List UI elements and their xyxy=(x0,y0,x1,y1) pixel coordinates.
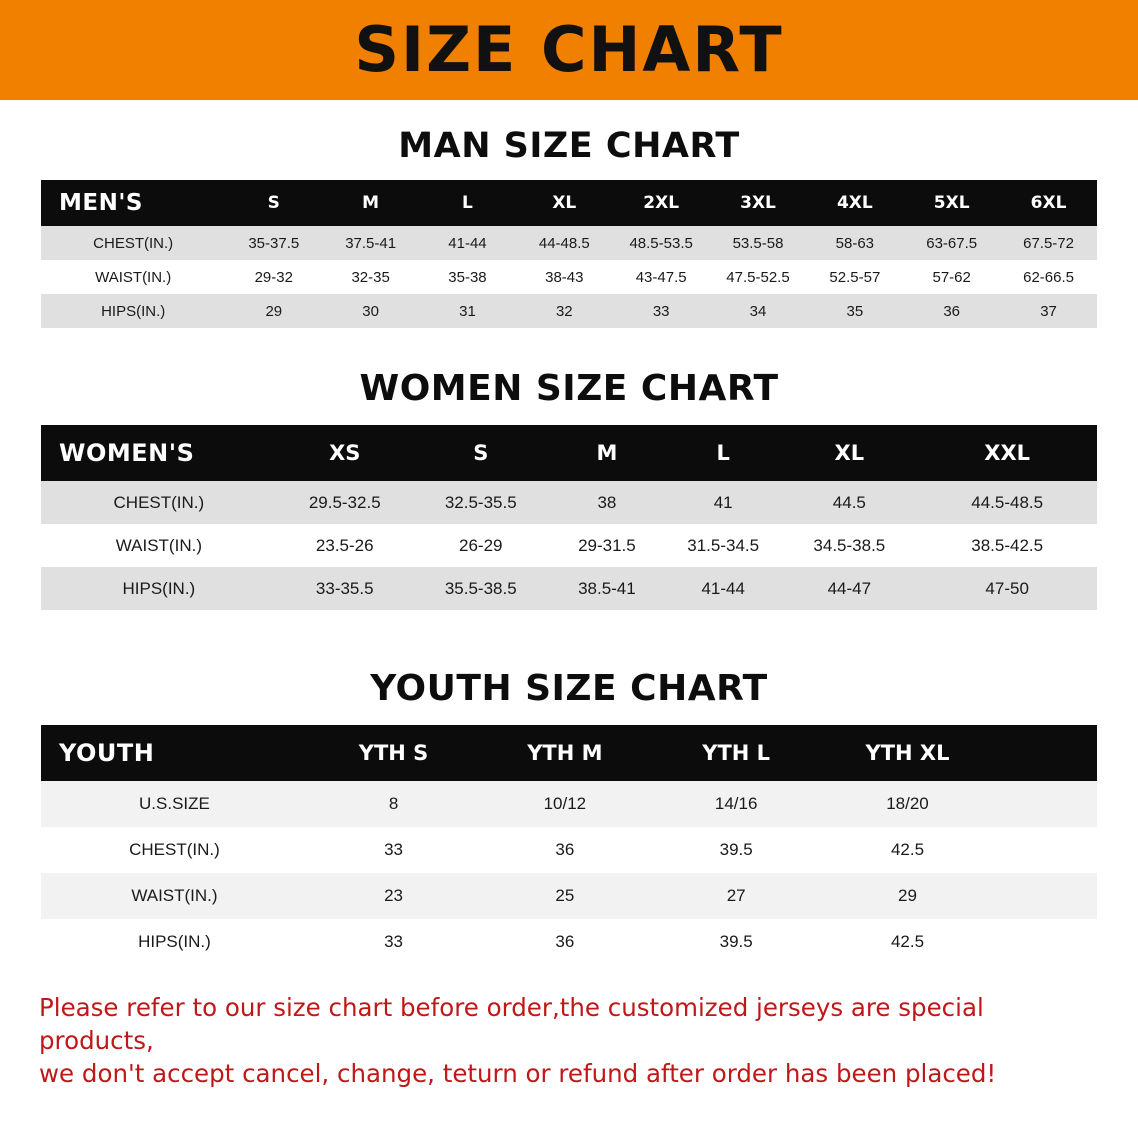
man-waist-l: 35-38 xyxy=(448,268,487,286)
man-section-heading: MAN SIZE CHART xyxy=(398,126,740,166)
table-row xyxy=(41,260,1097,294)
man-col-2xl: 2XL xyxy=(643,193,680,213)
youth-chest-s: 33 xyxy=(384,840,403,859)
youth-ussize-l: 14/16 xyxy=(714,794,758,813)
man-col-m: M xyxy=(362,193,380,213)
man-waist-s: 29-32 xyxy=(254,268,293,286)
youth-waist-l: 27 xyxy=(726,886,746,905)
man-chest-6xl: 67.5-72 xyxy=(1023,234,1074,252)
man-waist-2xl: 43-47.5 xyxy=(635,268,687,286)
youth-row-hips-label: HIPS(IN.) xyxy=(138,932,211,951)
table-row xyxy=(41,919,1097,965)
women-col-l: L xyxy=(716,441,730,465)
man-hips-l: 31 xyxy=(459,302,476,320)
man-waist-3xl: 47.5-52.5 xyxy=(726,268,790,286)
man-hips-s: 29 xyxy=(265,302,283,320)
youth-hips-spacer xyxy=(993,919,1097,965)
women-chest-xl: 44.5 xyxy=(832,492,866,512)
page-title: SIZE CHART xyxy=(354,13,784,86)
man-col-4xl: 4XL xyxy=(836,193,873,213)
youth-col-s: YTH S xyxy=(358,741,429,765)
youth-hips-l: 39.5 xyxy=(719,932,753,951)
man-col-5xl: 5XL xyxy=(933,193,970,213)
youth-chest-l: 39.5 xyxy=(719,840,753,859)
man-col-xl: XL xyxy=(552,193,577,213)
youth-hips-xl: 42.5 xyxy=(890,932,925,951)
table-row xyxy=(41,873,1097,919)
table-row xyxy=(41,827,1097,873)
man-hips-6xl: 37 xyxy=(1040,302,1057,320)
women-waist-xl: 34.5-38.5 xyxy=(813,535,886,555)
women-header-row xyxy=(41,425,1097,481)
women-header-label: WOMEN'S xyxy=(59,439,195,467)
women-waist-m: 29-31.5 xyxy=(578,535,636,555)
women-hips-l: 41-44 xyxy=(701,578,745,598)
banner xyxy=(0,0,1138,100)
man-col-l: L xyxy=(462,193,473,213)
women-col-xxl: XXL xyxy=(984,441,1031,465)
table-row xyxy=(41,524,1097,567)
youth-hips-s: 33 xyxy=(384,932,403,951)
man-chest-2xl: 48.5-53.5 xyxy=(629,234,693,252)
youth-size-table xyxy=(41,725,1097,965)
youth-waist-s: 23 xyxy=(384,886,403,905)
man-waist-xl: 38-43 xyxy=(545,268,584,286)
order-policy-notice xyxy=(39,991,1099,1090)
women-col-xl: XL xyxy=(834,441,865,465)
man-waist-4xl: 52.5-57 xyxy=(829,268,881,286)
youth-row-chest-label: CHEST(IN.) xyxy=(129,840,220,859)
women-chest-xxl: 44.5-48.5 xyxy=(971,492,1044,512)
women-table-wrapper xyxy=(41,425,1097,610)
youth-table-head xyxy=(41,725,1097,781)
man-header-label: MEN'S xyxy=(59,190,143,216)
table-row xyxy=(41,481,1097,524)
women-waist-xs: 23.5-26 xyxy=(315,535,374,555)
youth-table-wrapper xyxy=(41,725,1097,965)
youth-col-spacer xyxy=(993,725,1097,781)
women-table-head xyxy=(41,425,1097,481)
women-hips-xxl: 47-50 xyxy=(985,578,1029,598)
women-hips-s: 35.5-38.5 xyxy=(444,578,517,598)
women-col-xs: XS xyxy=(329,441,361,465)
women-row-chest-label: CHEST(IN.) xyxy=(113,492,205,512)
notice-line-2: we don't accept cancel, change, teturn or refund after order has been placed! xyxy=(39,1059,997,1089)
table-row xyxy=(41,294,1097,328)
women-table-body xyxy=(41,481,1097,610)
table-row xyxy=(41,781,1097,827)
man-chest-4xl: 58-63 xyxy=(835,234,875,252)
man-table-body xyxy=(41,226,1097,328)
man-size-table xyxy=(41,180,1097,328)
youth-row-waist-label: WAIST(IN.) xyxy=(131,886,218,905)
youth-row-ussize-label: U.S.SIZE xyxy=(139,794,210,813)
man-row-chest-label: CHEST(IN.) xyxy=(93,234,174,252)
women-hips-xl: 44-47 xyxy=(827,578,872,598)
youth-waist-m: 25 xyxy=(555,886,575,905)
women-waist-s: 26-29 xyxy=(459,535,503,555)
man-col-6xl: 6XL xyxy=(1030,193,1067,213)
youth-ussize-s: 8 xyxy=(388,794,399,813)
women-hips-m: 38.5-41 xyxy=(578,578,636,598)
youth-chest-spacer xyxy=(993,827,1097,873)
man-table-head xyxy=(41,180,1097,226)
man-chest-l: 41-44 xyxy=(448,234,487,252)
women-chest-l: 41 xyxy=(713,492,733,512)
man-hips-m: 30 xyxy=(362,302,379,320)
youth-header-label: YOUTH xyxy=(59,739,155,767)
youth-chest-m: 36 xyxy=(555,840,575,859)
women-waist-xxl: 38.5-42.5 xyxy=(971,535,1044,555)
women-row-hips-label: HIPS(IN.) xyxy=(122,578,196,598)
man-waist-m: 32-35 xyxy=(351,268,390,286)
youth-chest-xl: 42.5 xyxy=(890,840,925,859)
man-hips-xl: 32 xyxy=(555,302,573,320)
man-row-waist-label: WAIST(IN.) xyxy=(95,268,172,286)
youth-waist-xl: 29 xyxy=(898,886,917,905)
youth-table-body xyxy=(41,781,1097,965)
youth-header-row xyxy=(41,725,1097,781)
youth-waist-spacer xyxy=(993,873,1097,919)
man-table-wrapper xyxy=(41,180,1097,328)
man-chest-3xl: 53.5-58 xyxy=(732,234,784,252)
man-chest-5xl: 63-67.5 xyxy=(926,234,978,252)
table-row xyxy=(41,567,1097,610)
man-chest-m: 37.5-41 xyxy=(345,234,397,252)
women-chest-m: 38 xyxy=(597,492,617,512)
man-row-hips-label: HIPS(IN.) xyxy=(101,302,166,320)
women-col-m: M xyxy=(596,441,618,465)
youth-col-l: YTH L xyxy=(702,741,771,765)
man-waist-5xl: 57-62 xyxy=(932,268,971,286)
women-chest-xs: 29.5-32.5 xyxy=(308,492,381,512)
notice-line-1: Please refer to our size chart before order,the customized jerseys are special products, xyxy=(39,993,984,1056)
women-size-table xyxy=(41,425,1097,610)
man-hips-4xl: 35 xyxy=(846,302,864,320)
table-row xyxy=(41,226,1097,260)
women-hips-xs: 33-35.5 xyxy=(315,578,374,598)
youth-hips-m: 36 xyxy=(555,932,575,951)
women-waist-l: 31.5-34.5 xyxy=(687,535,760,555)
man-col-s: S xyxy=(267,193,280,213)
youth-section-heading: YOUTH SIZE CHART xyxy=(370,668,768,709)
youth-ussize-m: 10/12 xyxy=(543,794,587,813)
women-chest-s: 32.5-35.5 xyxy=(444,492,517,512)
youth-ussize-spacer xyxy=(993,781,1097,827)
women-section-heading: WOMEN SIZE CHART xyxy=(359,368,779,409)
women-row-waist-label: WAIST(IN.) xyxy=(115,535,202,555)
youth-col-xl: YTH XL xyxy=(865,741,950,765)
man-hips-3xl: 34 xyxy=(749,302,767,320)
man-chest-xl: 44-48.5 xyxy=(538,234,590,252)
man-chest-s: 35-37.5 xyxy=(248,234,300,252)
man-waist-6xl: 62-66.5 xyxy=(1023,268,1074,286)
youth-col-m: YTH M xyxy=(527,741,603,765)
man-hips-2xl: 33 xyxy=(652,302,670,320)
youth-ussize-xl: 18/20 xyxy=(886,794,929,813)
man-header-row xyxy=(41,180,1097,226)
man-hips-5xl: 36 xyxy=(943,302,961,320)
women-col-s: S xyxy=(473,441,489,465)
man-col-3xl: 3XL xyxy=(740,193,776,213)
